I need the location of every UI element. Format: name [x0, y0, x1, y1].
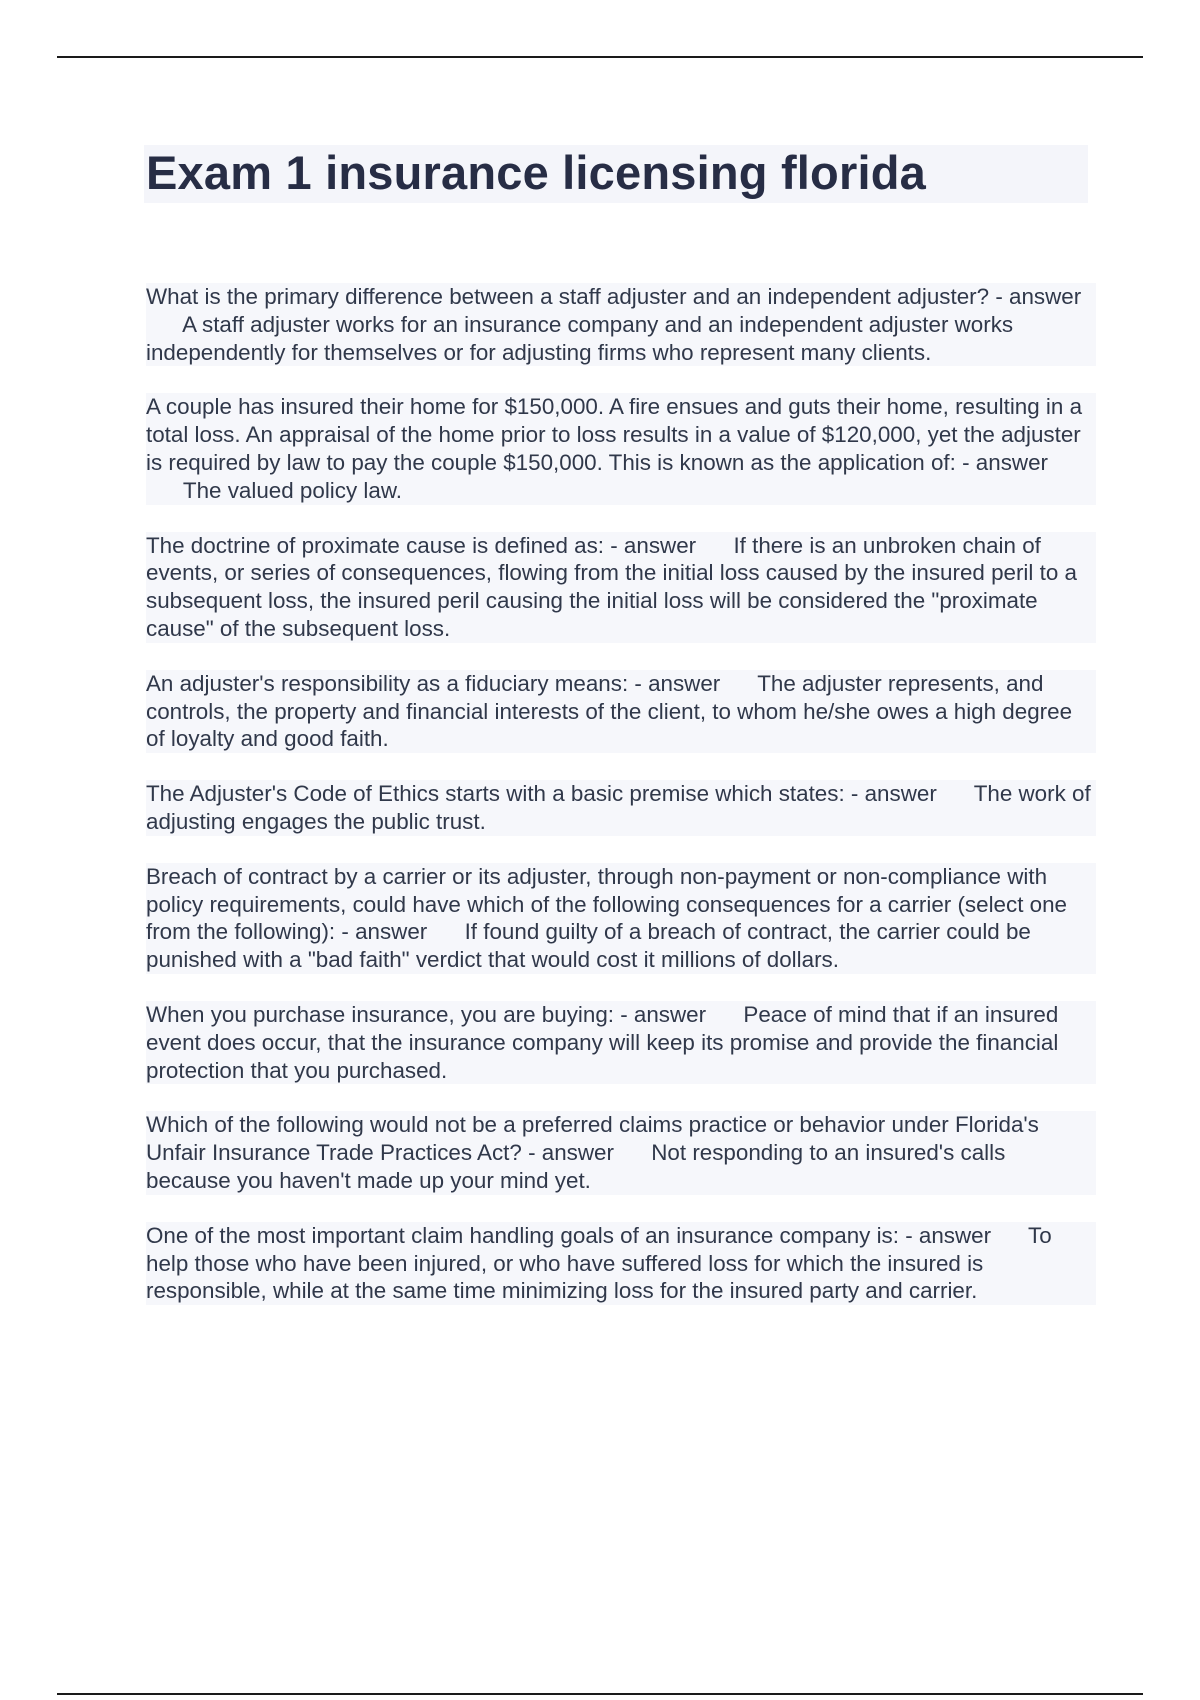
- qa-item: [146, 1222, 1096, 1305]
- answer-label: answer: [1009, 284, 1082, 309]
- question-text: The doctrine of proximate cause is defined as:: [146, 532, 605, 558]
- page-title: Exam 1 insurance licensing florida: [146, 146, 926, 199]
- qa-list: [146, 283, 1096, 1332]
- separator: -: [614, 1001, 634, 1027]
- separator: -: [898, 1222, 919, 1248]
- qa-item: [146, 780, 1096, 836]
- answer-text: A staff adjuster works for an insurance company and an independent adjuster works independently for themselves or for adjusting firms who represent many clients.: [146, 311, 1014, 365]
- qa-item: [146, 670, 1096, 753]
- separator: -: [955, 449, 976, 475]
- answer-label: answer: [623, 532, 697, 558]
- separator: -: [844, 781, 865, 807]
- question-text: What is the primary difference between a staff adjuster and an independent adjuster?: [146, 284, 990, 309]
- qa-item: [146, 393, 1096, 504]
- qa-item: [146, 863, 1096, 974]
- question-text: Which of the following would not be a preferred claims practice or behavior under Florida's Unfair Insurance Trade Practices Act?: [146, 1112, 1039, 1166]
- answer-label: answer: [864, 781, 937, 807]
- qa-item: [146, 283, 1096, 366]
- answer-label: answer: [633, 1001, 707, 1027]
- answer-text: Not responding to an insured's calls because you haven't made up your mind yet.: [146, 1140, 1006, 1193]
- question-text: When you purchase insurance, you are buying:: [146, 1001, 614, 1027]
- question-text: Breach of contract by a carrier or its adjuster, through non-payment or non-compliance with policy requirements, could have which of the following consequences for a carrier (select one from the following):: [146, 863, 1067, 945]
- answer-text: The valued policy law.: [182, 477, 402, 503]
- separator: -: [989, 284, 1009, 309]
- separator: -: [335, 919, 356, 945]
- answer-text: If found guilty of a breach of contract, the carrier could be punished with a "bad faith" verdict that would cost it millions of dollars.: [146, 919, 1031, 973]
- answer-label: answer: [918, 1222, 992, 1248]
- separator: -: [521, 1140, 542, 1166]
- question-text: A couple has insured their home for $150,000. A fire ensues and guts their home, resulting in a total loss. An appraisal of the home prior to loss results in a value of $120,000, yet the adjuster is required by law to pay the couple $150,000. This is known as the application of:: [146, 394, 1083, 475]
- qa-item: [146, 1001, 1096, 1084]
- answer-text: To help those who have been injured, or who have suffered loss for which the insured is responsible, while at the same time minimizing loss for the insured party and carrier.: [146, 1222, 1052, 1304]
- answer-label: answer: [648, 670, 721, 696]
- question-text: One of the most important claim handling goals of an insurance company is:: [146, 1222, 899, 1248]
- question-text: An adjuster's responsibility as a fiduciary means:: [146, 670, 629, 696]
- answer-text: The work of adjusting engages the public trust.: [146, 781, 1091, 834]
- answer-label: answer: [541, 1140, 614, 1166]
- answer-label: answer: [975, 449, 1048, 475]
- separator: -: [604, 532, 624, 558]
- question-text: The Adjuster's Code of Ethics starts with a basic premise which states:: [146, 781, 845, 807]
- bottom-rule: [57, 1693, 1143, 1695]
- qa-item: [146, 532, 1096, 643]
- top-rule: [57, 56, 1143, 58]
- answer-label: answer: [355, 919, 428, 945]
- separator: -: [628, 670, 649, 696]
- answer-text: Peace of mind that if an insured event does occur, that the insurance company will keep its promise and provide the financial protection that you purchased.: [146, 1001, 1059, 1083]
- answer-text: If there is an unbroken chain of events, or series of consequences, flowing from the initial loss caused by the insured peril to a subsequent loss, the insured peril causing the initial loss will be considered the "proximate cause" of the subsequent loss.: [146, 532, 1077, 641]
- qa-item: [146, 1111, 1096, 1194]
- answer-text: The adjuster represents, and controls, the property and financial interests of the client, to whom he/she owes a high degree of loyalty and good faith.: [146, 670, 1073, 752]
